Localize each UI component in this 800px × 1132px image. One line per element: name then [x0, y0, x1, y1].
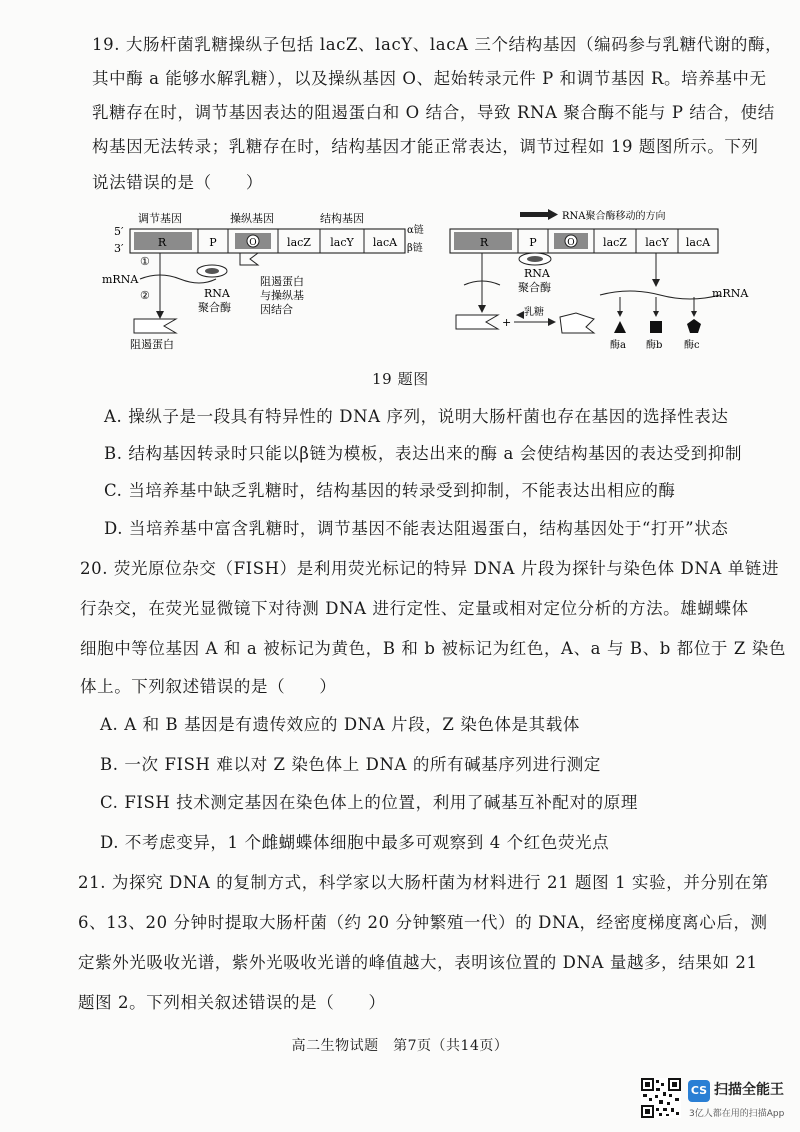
- q19-option-d: D. 当培养基中富含乳糖时，调节基因不能表达阻遏蛋白，结构基因处于“打开”状态: [104, 519, 729, 538]
- q21-line-4: 题图 2。下列相关叙述错误的是（ ）: [78, 993, 386, 1012]
- r-gene-R: R: [479, 236, 489, 249]
- q20-line-2: 行杂交，在荧光显微镜下对待测 DNA 进行定性、定量或相对定位分析的方法。雄蝴蝶体: [80, 599, 749, 618]
- q19-line-2: 其中酶 a 能够水解乳糖），以及操纵基因 O、起始转录元件 P 和调节基因 R。培养基中无: [92, 69, 767, 88]
- repressor-label: 阻遏蛋白: [130, 338, 174, 351]
- r-gene-lacA: lacA: [685, 236, 711, 249]
- rnap-l1: RNA: [204, 287, 230, 300]
- q19-option-a: A. 操纵子是一段具有特异性的 DNA 序列，说明大肠杆菌也存在基因的选择性表达: [104, 407, 729, 426]
- q21-line-2: 6、13、20 分钟时提取大肠杆菌（约 20 分钟繁殖一代）的 DNA，经密度梯度离心后，测: [78, 913, 768, 932]
- strand-5: 5′: [114, 225, 124, 238]
- q21-line-3: 定紫外光吸收光谱，紫外光吸收光谱的峰值越大，表明该位置的 DNA 量越多，结果如 21: [78, 953, 758, 972]
- gene-lacY: lacY: [330, 236, 354, 249]
- label-operator: 操纵基因: [230, 212, 274, 225]
- enzyme-c-label: 酶c: [684, 340, 700, 351]
- step-1: ①: [140, 255, 150, 268]
- q19-line-3: 乳糖存在时，调节基因表达的阻遏蛋白和 O 结合，导致 RNA 聚合酶不能与 P 结合，使结: [92, 103, 775, 122]
- r-gene-lacZ: lacZ: [603, 236, 627, 249]
- left-diagram: [102, 211, 424, 351]
- figure-caption: 19 题图: [372, 370, 429, 388]
- q19-line-4: 构基因无法转录；乳糖存在时，结构基因才能正常表达，调节过程如 19 题图所示。下列: [92, 137, 759, 156]
- enzyme-b-shape: [650, 321, 662, 333]
- page-footer: 高二生物试题 第7页（共14页）: [291, 1038, 509, 1054]
- qr-code-icon: [641, 1078, 681, 1118]
- camscanner-tagline: 3亿人都在用的扫描App: [689, 1109, 785, 1119]
- mrna-label: mRNA: [102, 273, 139, 286]
- right-diagram: [450, 209, 749, 351]
- camscanner-name: 扫描全能王: [714, 1082, 784, 1098]
- q21-line-1: 21. 为探究 DNA 的复制方式，科学家以大肠杆菌为材料进行 21 题图 1 实验，并分别在第: [78, 873, 769, 892]
- enzyme-c-shape: [687, 319, 701, 333]
- strand-3: 3′: [114, 242, 124, 255]
- binding-l3: 因结合: [260, 303, 293, 316]
- q19-figure: [100, 205, 749, 355]
- camscanner-logo-icon: CS: [688, 1080, 710, 1102]
- binding-l2: 与操纵基: [260, 289, 304, 302]
- beta-label: β链: [407, 243, 423, 254]
- binding-l1: 阻遏蛋白: [260, 275, 304, 288]
- r-gene-P: P: [529, 236, 537, 249]
- gene-R: R: [157, 236, 167, 249]
- direction-label: RNA聚合酶移动的方向: [562, 211, 666, 222]
- r-rnap-l2: 聚合酶: [518, 281, 551, 294]
- lactose-label: 乳糖: [524, 307, 544, 318]
- enzyme-b-label: 酶b: [646, 340, 663, 351]
- r-gene-lacY: lacY: [645, 236, 669, 249]
- enzyme-a-shape: [614, 321, 626, 333]
- rnap-l2: 聚合酶: [198, 301, 231, 314]
- alpha-label: α链: [407, 225, 424, 236]
- q20-option-b: B. 一次 FISH 难以对 Z 染色体上 DNA 的所有碱基序列进行测定: [100, 755, 601, 774]
- q19-option-c: C. 当培养基中缺乏乳糖时，结构基因的转录受到抑制，不能表达出相应的酶: [104, 481, 676, 500]
- gene-lacZ: lacZ: [287, 236, 311, 249]
- enzyme-a-label: 酶a: [610, 340, 626, 351]
- q19-line-5: 说法错误的是（ ）: [92, 173, 263, 192]
- q20-line-4: 体上。下列叙述错误的是（ ）: [80, 677, 337, 696]
- r-rnap-l1: RNA: [524, 267, 550, 280]
- gene-O: O: [249, 238, 257, 248]
- plus-sign: +: [502, 316, 512, 329]
- step-2: ②: [140, 289, 150, 302]
- label-structural: 结构基因: [320, 212, 364, 225]
- q19-line-1: 19. 大肠杆菌乳糖操纵子包括 lacZ、lacY、lacA 三个结构基因（编码参与乳糖代谢的酶，: [92, 35, 783, 54]
- q19-option-b: B. 结构基因转录时只能以β链为模板，表达出来的酶 a 会使结构基因的表达受到抑制: [104, 444, 743, 463]
- r-mrna-label: mRNA: [712, 287, 749, 300]
- q20-option-a: A. A 和 B 基因是有遗传效应的 DNA 片段，Z 染色体是其载体: [100, 715, 580, 734]
- gene-lacA: lacA: [372, 236, 398, 249]
- q20-line-1: 20. 荧光原位杂交（FISH）是利用荧光标记的特异 DNA 片段为探针与染色体 DNA 单链进: [80, 559, 780, 578]
- r-gene-O: O: [567, 238, 575, 248]
- q20-option-d: D. 不考虑变异，1 个雌蝴蝶体细胞中最多可观察到 4 个红色荧光点: [100, 833, 610, 852]
- label-regulator: 调节基因: [138, 212, 182, 225]
- gene-P: P: [209, 236, 217, 249]
- q20-line-3: 细胞中等位基因 A 和 a 被标记为黄色，B 和 b 被标记为红色，A、a 与 B、b 都位于 Z 染色: [80, 639, 786, 658]
- q20-option-c: C. FISH 技术测定基因在染色体上的位置，利用了碱基互补配对的原理: [100, 793, 638, 812]
